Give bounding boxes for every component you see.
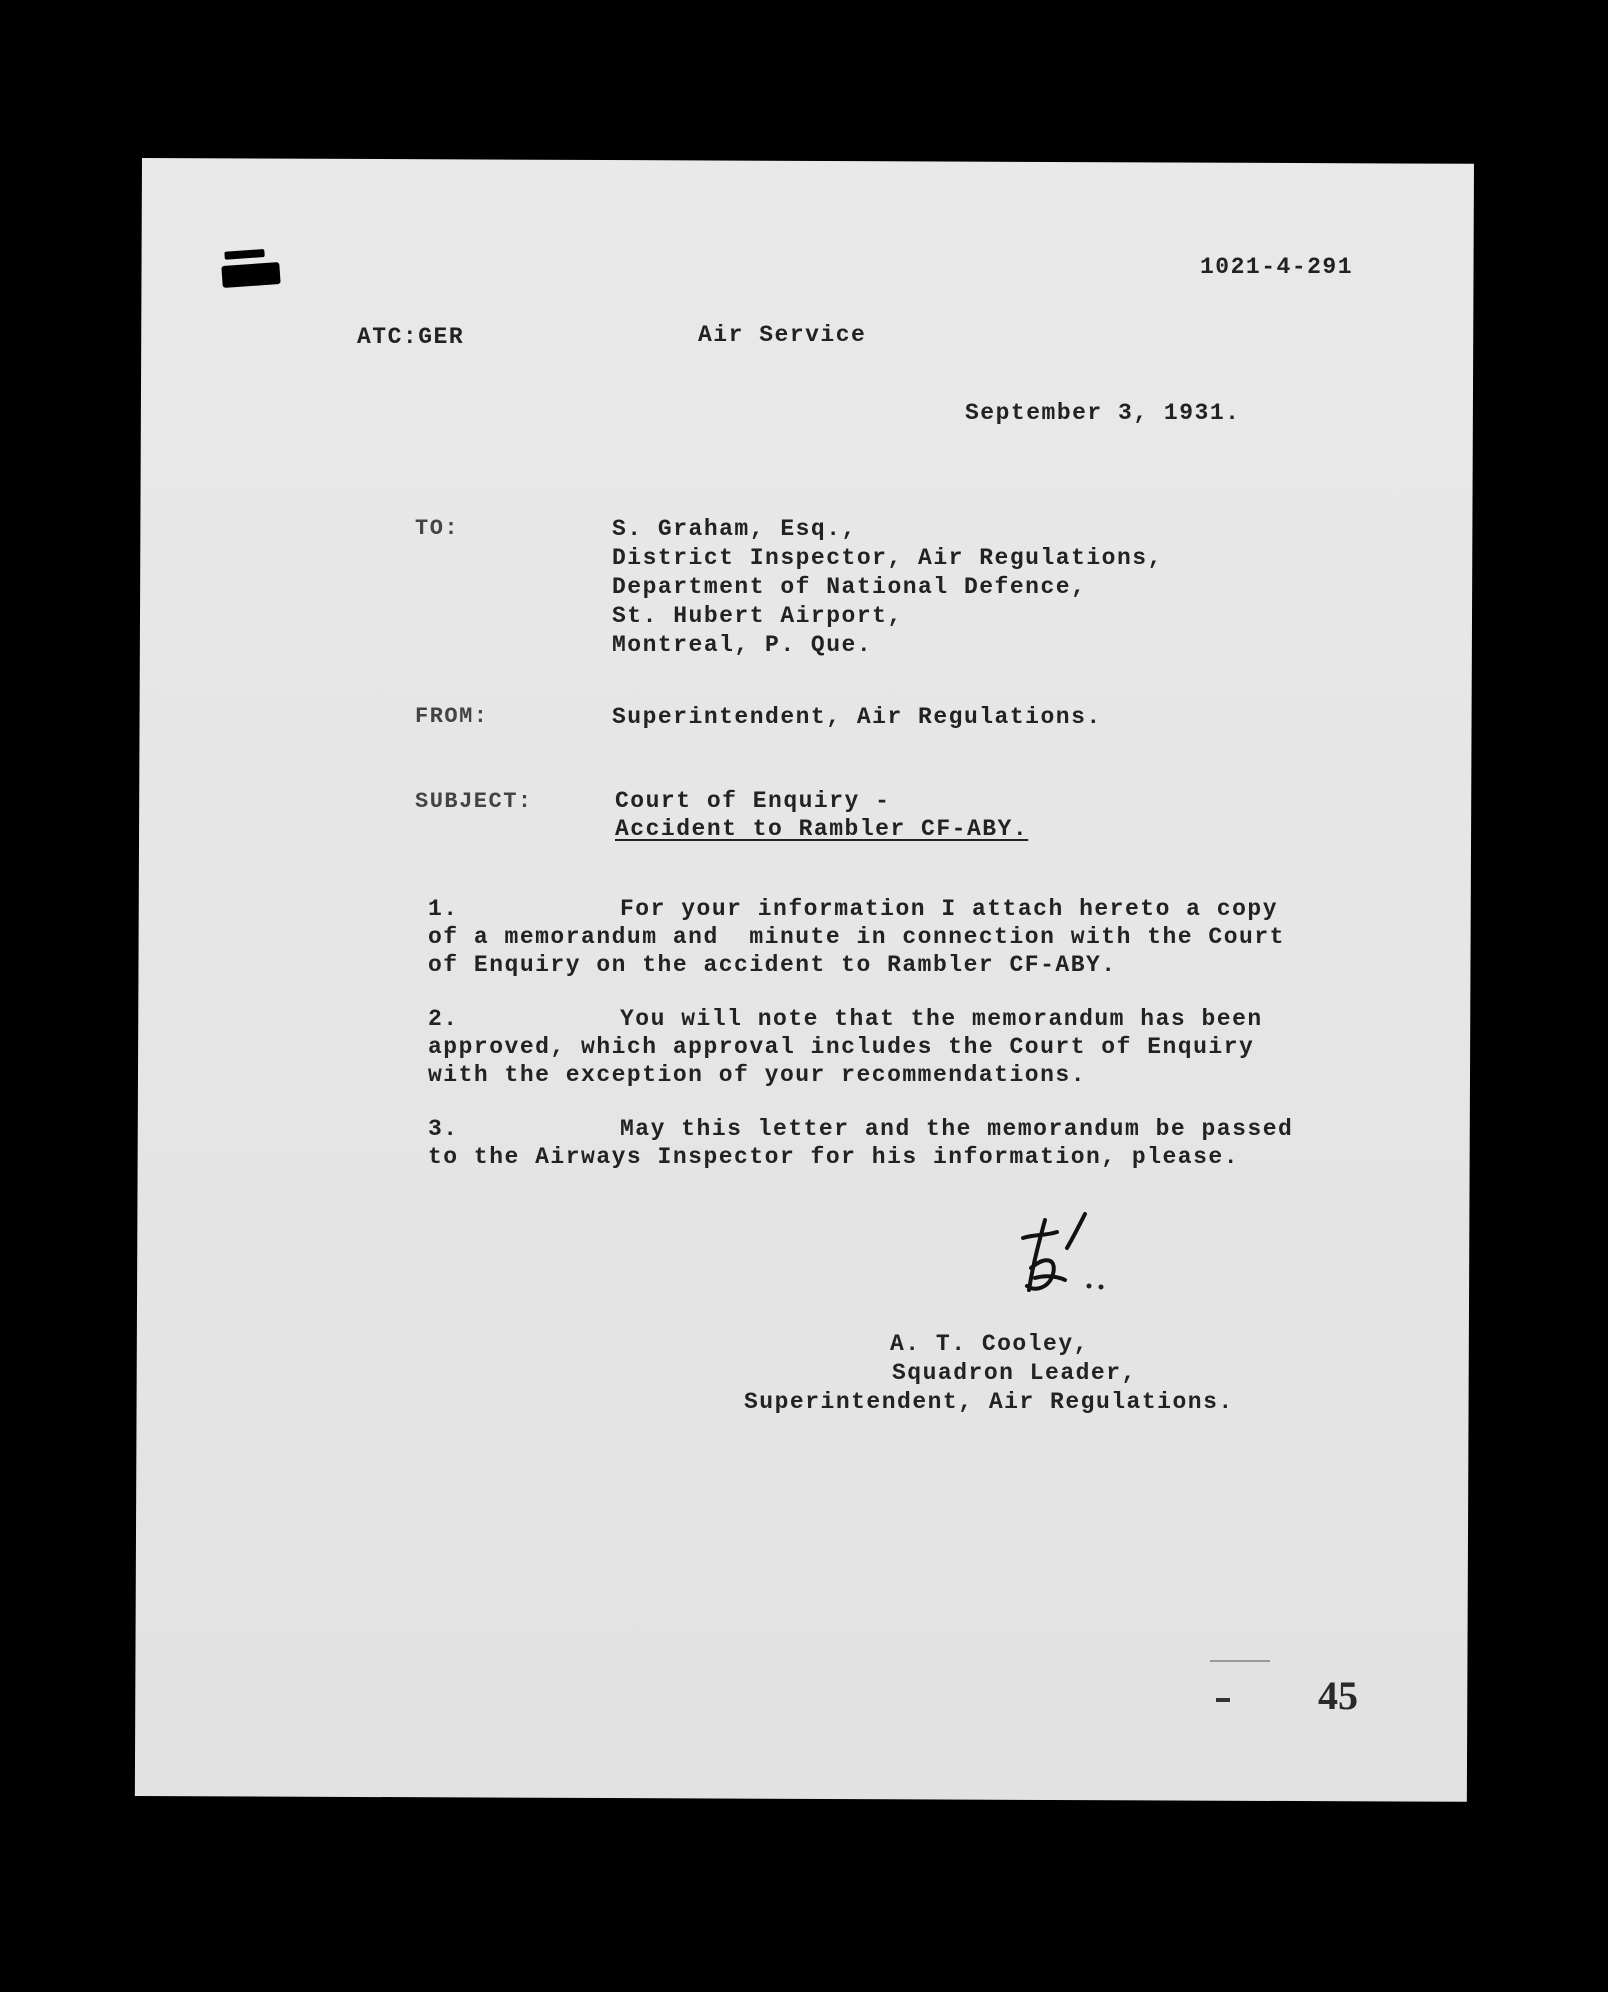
letter-sheet <box>135 158 1474 1802</box>
paragraph-line: You will note that the memorandum has been <box>620 1006 1263 1032</box>
folio-rule <box>1210 1660 1270 1662</box>
to-line: District Inspector, Air Regulations, <box>612 545 1163 571</box>
file-number: 1021-4-291 <box>1200 254 1354 280</box>
subject-label: SUBJECT: <box>415 789 533 814</box>
signatory-rank: Squadron Leader, <box>892 1360 1137 1386</box>
to-line: St. Hubert Airport, <box>612 603 903 629</box>
from-label: FROM: <box>415 704 489 729</box>
to-line: S. Graham, Esq., <box>612 516 857 542</box>
signatory-name: A. T. Cooley, <box>890 1331 1089 1357</box>
paragraph-line: to the Airways Inspector for his information, please. <box>428 1144 1240 1170</box>
folio-number: 45 <box>1318 1673 1358 1718</box>
paragraph-line: May this letter and the memorandum be passed <box>620 1116 1294 1142</box>
paragraph-number: 3. <box>428 1116 459 1142</box>
from-value: Superintendent, Air Regulations. <box>612 704 1102 730</box>
paragraph-number: 2. <box>428 1006 459 1032</box>
department-heading: Air Service <box>698 322 867 348</box>
paragraph-line: of Enquiry on the accident to Rambler CF-ABY. <box>428 952 1117 978</box>
paragraph-line: with the exception of your recommendations. <box>428 1062 1086 1088</box>
signatory-title: Superintendent, Air Regulations. <box>744 1389 1234 1415</box>
to-line: Department of National Defence, <box>612 574 1087 600</box>
handwritten-initials <box>1005 1208 1125 1308</box>
letter-date: September 3, 1931. <box>965 400 1241 426</box>
reference-code: ATC:GER <box>357 324 465 350</box>
paragraph-line: For your information I attach hereto a copy <box>620 896 1278 922</box>
redaction-mark <box>221 262 280 288</box>
paragraph-number: 1. <box>428 896 459 922</box>
subject-line-underlined: Accident to Rambler CF-ABY. <box>615 816 1029 842</box>
paragraph-line: of a memorandum and minute in connection with the Court <box>428 924 1285 950</box>
to-label: TO: <box>415 516 460 541</box>
to-line: Montreal, P. Que. <box>612 632 873 658</box>
folio-dash <box>1216 1698 1230 1702</box>
paragraph-line: approved, which approval includes the Court of Enquiry <box>428 1034 1255 1060</box>
subject-line: Court of Enquiry - <box>615 788 891 814</box>
